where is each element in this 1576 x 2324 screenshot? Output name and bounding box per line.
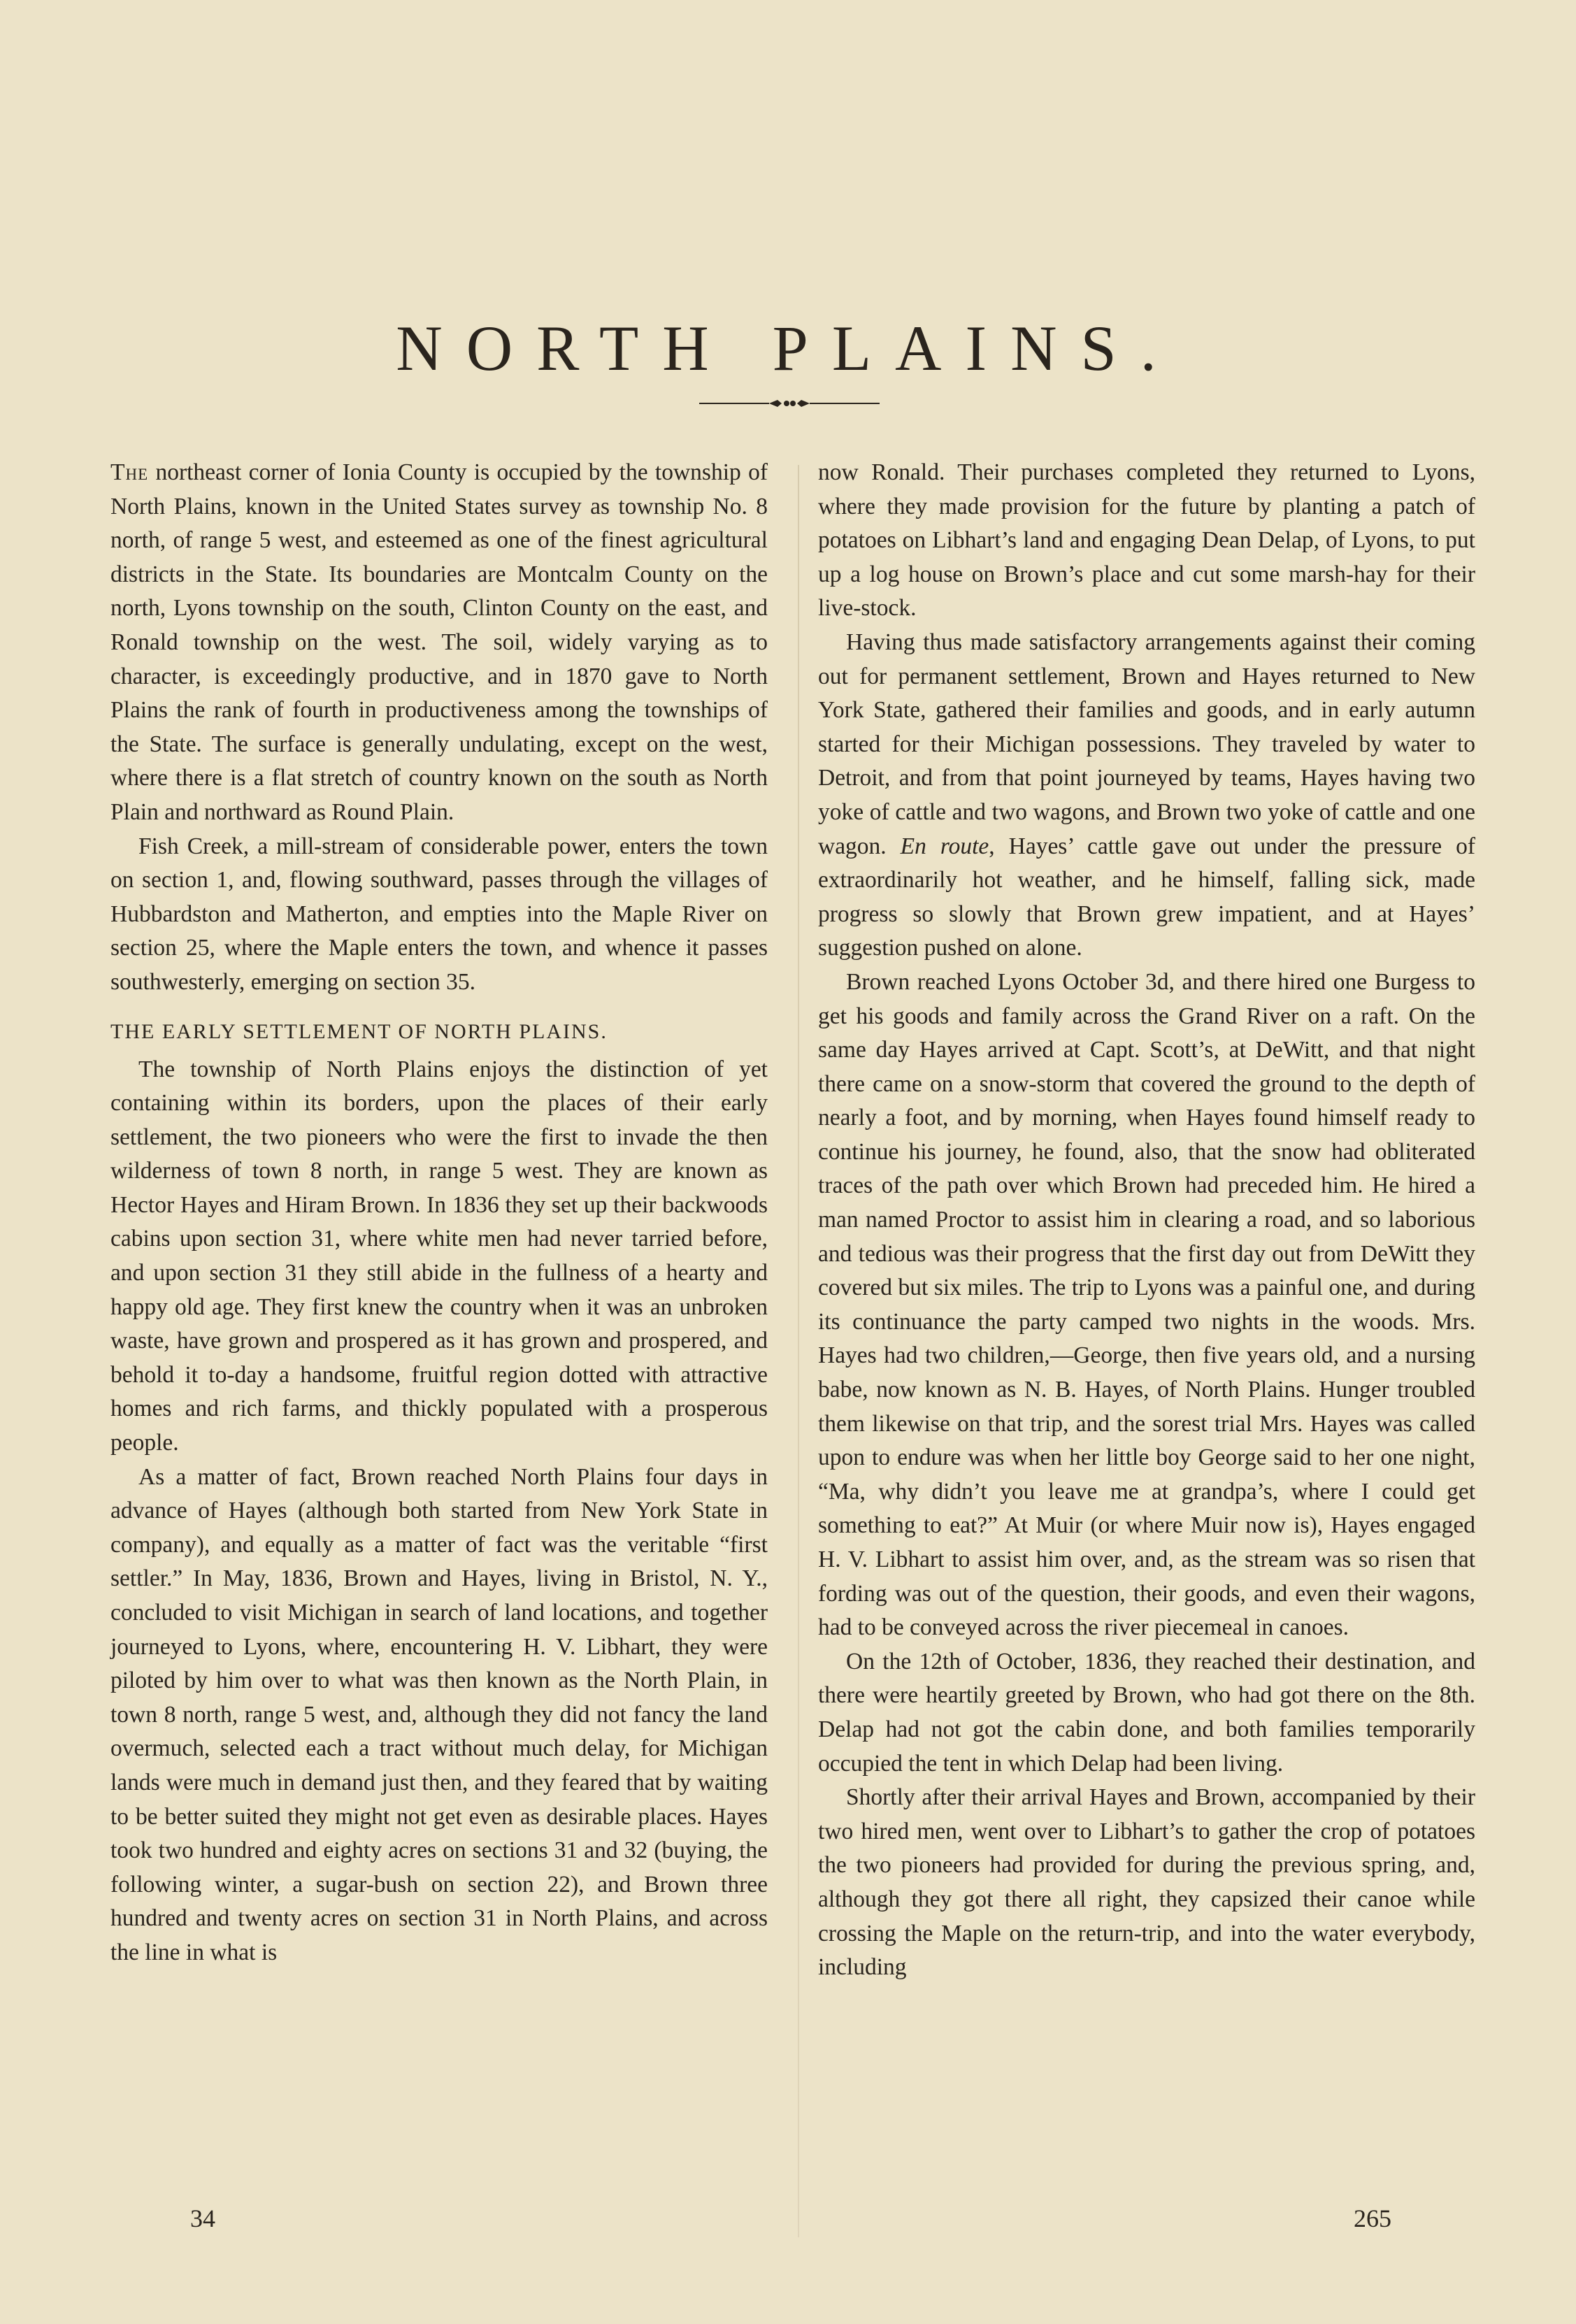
journey-text-rest: , Hayes’ cattle gave out under the pressure of extraordinarily hot weather, and he himself, falling sick, made progress so slowly that Brown grew impatient, and at Hayes’ suggestion pushed on alone. (818, 833, 1475, 961)
destination-paragraph: On the 12th of October, 1836, they reached their destination, and there were heartily greeted by Brown, who had got there on the 8th. Delap had not got the cabin done, and both families temporarily occupied the tent in which Delap had been living. (818, 1648, 1475, 1777)
settlement-paragraph: The township of North Plains enjoys the distinction of yet containing within its borders, upon the places of their early settlement, the two pioneers who were the first to invade the then wilderness of town 8 north, in range 5 west. They are known as Hector Hayes and Hiram Brown. In 1836 they set up their backwoods cabins upon section 31, where white men had never tarried before, and upon section 31 they still abide in the fullness of a hearty and happy old age. They first knew the country when it was an unbroken waste, have grown and prospered as it has grown and prospered, and behold it to-day a handsome, fruitful region dotted with attractive homes and rich farms, and thickly populated with a prosperous people. (110, 1056, 768, 1456)
intro-paragraph (110, 456, 768, 830)
potato-crop-paragraph: Shortly after their arrival Hayes and Brown, accompanied by their two hired men, went over to Libhart’s to gather the crop of potatoes the two pioneers had provided for during the previous spring, and, although they got there all right, they capsized their canoe while crossing the Maple on the return-trip, and into the water everybody, including (818, 1784, 1475, 1981)
journey-text: Having thus made satisfactory arrangements against their coming out for permanent settlement, Brown and Hayes returned to New York State, gathered their families and goods, and in early autumn started for their Michigan possessions. They traveled by water to Detroit, and from that point journeyed by teams, Hayes having two yoke of cattle and two wagons, and Brown two yoke of cattle and one wagon. (818, 629, 1475, 859)
intro-text: northeast corner of Ionia County is occupied by the township of North Plains, known in the United States survey as township No. 8 north, of range 5 west, and esteemed as one of the finest agricultural districts in the State. Its boundaries are Montcalm County on the north, Lyons township on the south, Clinton County on the east, and Ronald township on the west. The soil, widely varying as to character, is exceedingly productive, and in 1870 gave to North Plains the rank of fourth in productiveness among the townships of the State. The surface is generally undulating, except on the west, where there is a flat stretch of country known on the south as North Plain and northward as Round Plain. (110, 459, 768, 825)
page-number-left: 34 (190, 2204, 215, 2232)
right-column (818, 456, 1475, 1985)
page-title: NORTH PLAINS. (396, 313, 1180, 384)
left-column (110, 456, 768, 1970)
title-ornament (699, 396, 880, 410)
lyons-arrival-paragraph: Brown reached Lyons October 3d, and there hired one Burgess to get his goods and family across the Grand River on a raft. On the same day Hayes arrived at Capt. Scott’s, at DeWitt, and that night there came on a snow-storm that covered the ground to the depth of nearly a foot, and by morning, when Hayes found himself ready to continue his journey, he found, also, that the snow had obliterated traces of the path over which Brown had preceded him. He hired a man named Proctor to assist him in clearing a road, and so laborious and tedious was their progress that the first day out from DeWitt they covered but six miles. The trip to Lyons was a painful one, and during its continuance the party camped two nights in the woods. Mrs. Hayes had two children,—George, then five years old, and a nursing babe, now known as N. B. Hayes, of North Plains. Hunger troubled them likewise on that trip, and the sorest trial Mrs. Hayes was called upon to endure was when her little boy George said to her one night, “Ma, why didn’t you leave me at grandpa’s, where I could get something to eat?” At Muir (or where Muir now is), Hayes engaged H. V. Libhart to assist him over, and, as the stream was so risen that fording was out of the question, their goods, and even their wagons, had to be conveyed across the river piecemeal in canoes. (818, 968, 1475, 1641)
section-heading: THE EARLY SETTLEMENT OF NORTH PLAINS. (110, 1019, 608, 1043)
column-divider (798, 465, 799, 2237)
first-settler-paragraph: As a matter of fact, Brown reached North Plains four days in advance of Hayes (although both started from New York State in company), and equally as a matter of fact was the veritable “first settler.” In May, 1836, Brown and Hayes, living in Bristol, N. Y., concluded to visit Michigan in search of land locations, and together journeyed to Lyons, where, encountering H. V. Libhart, they were piloted by him over to what was then known as the North Plain, in town 8 north, range 5 west, and, although they did not fancy the land overmuch, selected each a tract without much delay, for Michigan lands were much in demand just then, and they feared that by waiting to be better suited they might not get even as desirable places. Hayes took two hundred and eighty acres on sections 31 and 32 (buying, the following winter, a sugar-bush on section 22), and Brown three hundred and twenty acres on section 31 in North Plains, and across the line in what is (110, 1463, 768, 1965)
en-route-italic: En route (900, 833, 989, 859)
journey-paragraph (818, 626, 1475, 966)
fish-creek-paragraph: Fish Creek, a mill-stream of considerable power, enters the town on section 1, and, flowing southward, passes through the villages of Hubbardston and Matherton, and empties into the Maple River on section 25, where the Maple enters the town, and whence it passes southwesterly, emerging on section 35. (110, 833, 768, 995)
continuation-paragraph: now Ronald. Their purchases completed they returned to Lyons, where they made provision for the future by planting a patch of potatoes on Libhart’s land and engaging Dean Delap, of Lyons, to put up a log house on Brown’s place and cut some marsh-hay for their live-stock. (818, 459, 1475, 622)
page-number-right: 265 (1354, 2204, 1391, 2232)
intro-lead-word: The (110, 459, 149, 485)
